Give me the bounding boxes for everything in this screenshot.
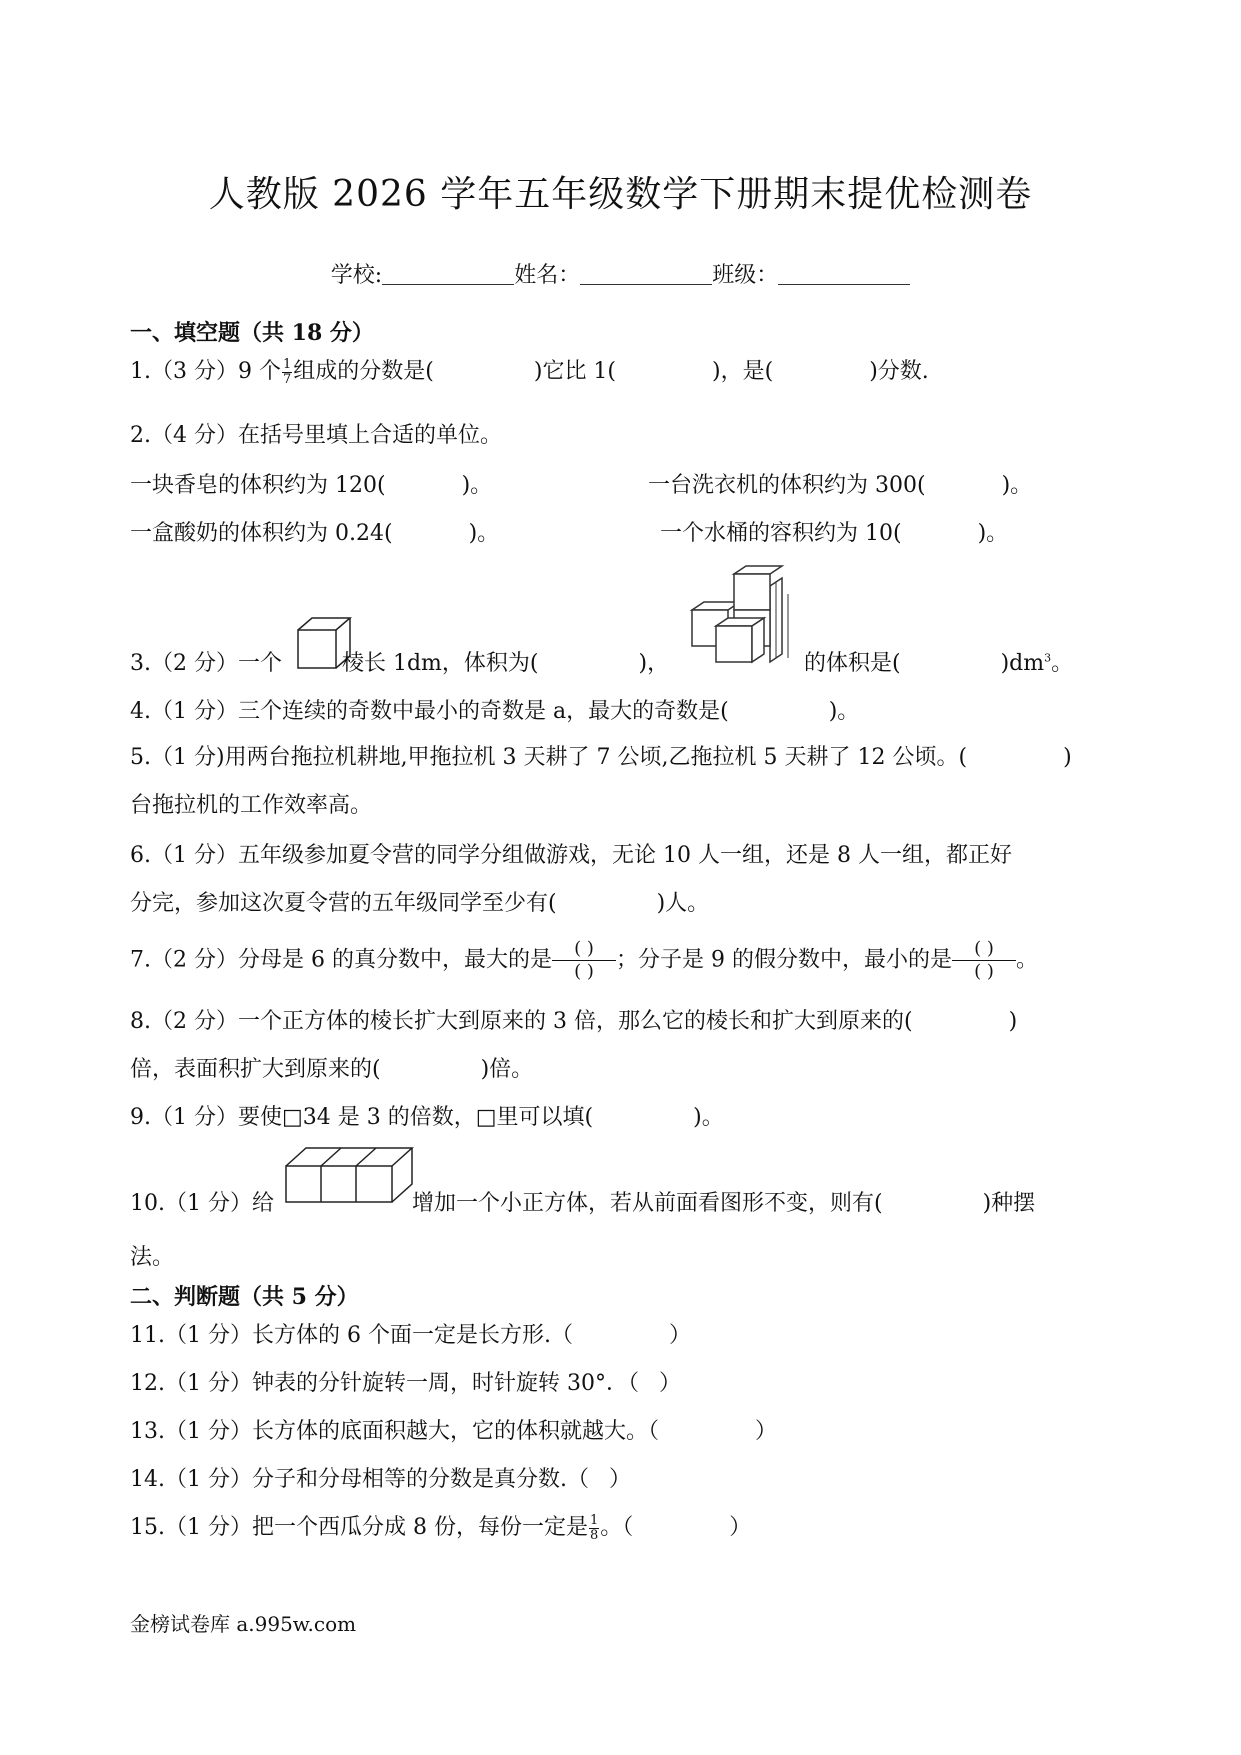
section-fill-blank-heading: 一、填空题（共 18 分） — [130, 320, 374, 346]
q2-bucket-text: 一个水桶的容积约为 10( — [660, 521, 902, 546]
q9-text-b: )。 — [693, 1105, 724, 1130]
q2-item-yogurt — [130, 516, 499, 547]
q4-text-b: )。 — [828, 699, 860, 724]
q10-text-a: 10.（1 分）给 — [130, 1191, 274, 1216]
q7-text-b: ；分子是 9 的假分数中，最小的是 — [615, 947, 952, 973]
class-label: 班级： — [712, 263, 779, 288]
q7-text-a: 7.（2 分）分母是 6 的真分数中，最大的是 — [130, 947, 552, 973]
q1-frac-den: 7 — [282, 371, 292, 387]
q1-fraction — [282, 358, 292, 387]
question-10-cont: 法。 — [130, 1245, 175, 1270]
class-field[interactable] — [778, 262, 910, 285]
q14-text-b: ） — [608, 1467, 631, 1492]
q2-yogurt-close: )。 — [468, 521, 500, 546]
q7-answer-2-num: ( ) — [952, 938, 1016, 961]
student-info — [0, 258, 1241, 289]
question-5 — [130, 740, 1072, 771]
q3-text-d: 的体积是( — [804, 651, 901, 676]
q1-text-e: )分数. — [869, 359, 929, 384]
q13-text-b: ） — [754, 1419, 777, 1444]
q4-text-a: 4.（1 分）三个连续的奇数中最小的奇数是 a，最大的奇数是( — [130, 699, 729, 724]
q11-text-a: 11.（1 分）长方体的 6 个面一定是长方形.（ — [130, 1323, 573, 1348]
question-11 — [130, 1318, 691, 1349]
question-9 — [130, 1100, 724, 1131]
name-field[interactable] — [580, 262, 712, 285]
question-2: 2.（4 分）在括号里填上合适的单位。 — [130, 423, 502, 448]
q6-text-c: )人。 — [656, 891, 710, 916]
section-true-false-heading: 二、判断题（共 5 分） — [130, 1284, 359, 1310]
question-10 — [130, 1186, 1035, 1217]
q2-item-washer — [648, 468, 1032, 499]
q2-soap-close: )。 — [461, 473, 493, 498]
question-7 — [130, 938, 1038, 983]
q15-frac-den: 8 — [589, 1527, 599, 1543]
question-1 — [130, 354, 929, 387]
q9-text-a: 9.（1 分）要使□34 是 3 的倍数，□里可以填( — [130, 1105, 594, 1130]
q8-text-c: 倍，表面积扩大到原来的( — [130, 1057, 381, 1082]
q3-text-a: 3.（2 分）一个 — [130, 651, 282, 676]
q8-text-a: 8.（2 分）一个正方体的棱长扩大到原来的 3 倍，那么它的棱长和扩大到原来的( — [130, 1009, 913, 1034]
q1-text-c: )它比 1( — [533, 359, 617, 384]
school-label: 学校: — [330, 263, 383, 288]
q7-answer-2-den: ( ) — [974, 961, 994, 982]
question-13 — [130, 1414, 777, 1445]
q15-text-a: 15.（1 分）把一个西瓜分成 8 份，每份一定是 — [130, 1515, 588, 1540]
q15-text-c: ） — [729, 1515, 752, 1540]
q8-text-b: ) — [1008, 1009, 1018, 1034]
question-8 — [130, 1004, 1017, 1035]
q12-text-a: 12.（1 分）钟表的分针旋转一周，时针旋转 30°．（ — [130, 1371, 639, 1396]
question-8-cont — [130, 1052, 533, 1083]
footer-source: 金榜试卷库 a.995w.com — [130, 1612, 357, 1636]
q3-text-f: 。 — [1051, 651, 1074, 676]
q2-item-bucket — [660, 516, 1008, 547]
q15-fraction — [589, 1514, 599, 1543]
q3-text-e: )dm — [1000, 651, 1045, 676]
q7-answer-2[interactable] — [952, 938, 1016, 983]
q5-text-a: 5.（1 分)用两台拖拉机耕地,甲拖拉机 3 天耕了 7 公顷,乙拖拉机 5 天耕了 12 公顷。( — [130, 745, 968, 770]
school-field[interactable] — [382, 262, 514, 285]
q14-text-a: 14.（1 分）分子和分母相等的分数是真分数.（ — [130, 1467, 589, 1492]
question-5-cont: 台拖拉机的工作效率高。 — [130, 793, 373, 818]
q3-text-c: )， — [638, 651, 670, 676]
q2-washer-close: )。 — [1001, 473, 1033, 498]
q2-item-soap — [130, 468, 492, 499]
q12-text-b: ） — [658, 1371, 681, 1396]
q2-washer-text: 一台洗衣机的体积约为 300( — [648, 473, 926, 498]
q11-text-b: ） — [668, 1323, 691, 1348]
q10-text-c: )种摆 — [982, 1191, 1036, 1216]
q5-text-b: ) — [1063, 745, 1072, 770]
q7-answer-1-num: ( ) — [552, 938, 616, 961]
q6-text-b: 分完，参加这次夏令营的五年级同学至少有( — [130, 891, 557, 916]
q8-text-d: )倍。 — [480, 1057, 534, 1082]
question-12 — [130, 1366, 681, 1397]
q3-cubed: 3 — [1044, 651, 1052, 665]
question-6-cont — [130, 886, 709, 917]
q15-frac-num: 1 — [589, 1512, 599, 1528]
q1-frac-num: 1 — [282, 356, 292, 372]
q7-text-c: 。 — [1015, 947, 1038, 973]
q3-text-b: 棱长 1dm，体积为( — [341, 651, 539, 676]
stacked-cubes-figure — [690, 562, 798, 678]
question-14 — [130, 1462, 631, 1493]
q7-answer-1[interactable] — [552, 938, 616, 983]
q13-text-a: 13.（1 分）长方体的底面积越大，它的体积就越大。（ — [130, 1419, 659, 1444]
q1-text-b: 组成的分数是( — [293, 359, 434, 384]
q1-text-d: )，是( — [712, 359, 774, 384]
question-3 — [130, 646, 669, 677]
question-6: 6.（1 分）五年级参加夏令营的同学分组做游戏，无论 10 人一组，还是 8 人一组，都正好 — [130, 843, 1012, 868]
name-label: 姓名： — [514, 263, 581, 288]
q2-yogurt-text: 一盒酸奶的体积约为 0.24( — [130, 521, 393, 546]
q15-text-b: 。（ — [600, 1515, 634, 1540]
question-4 — [130, 694, 859, 725]
q2-bucket-close: )。 — [977, 521, 1009, 546]
q1-text-a: 1.（3 分）9 个 — [130, 359, 281, 384]
q2-soap-text: 一块香皂的体积约为 120( — [130, 473, 386, 498]
question-3-part-2 — [804, 646, 1073, 677]
page-title: 人教版 2026 学年五年级数学下册期末提优检测卷 — [208, 174, 1033, 215]
question-15 — [130, 1510, 751, 1543]
q7-answer-1-den: ( ) — [574, 961, 594, 982]
q10-text-b: 增加一个小正方体，若从前面看图形不变，则有( — [411, 1191, 883, 1216]
